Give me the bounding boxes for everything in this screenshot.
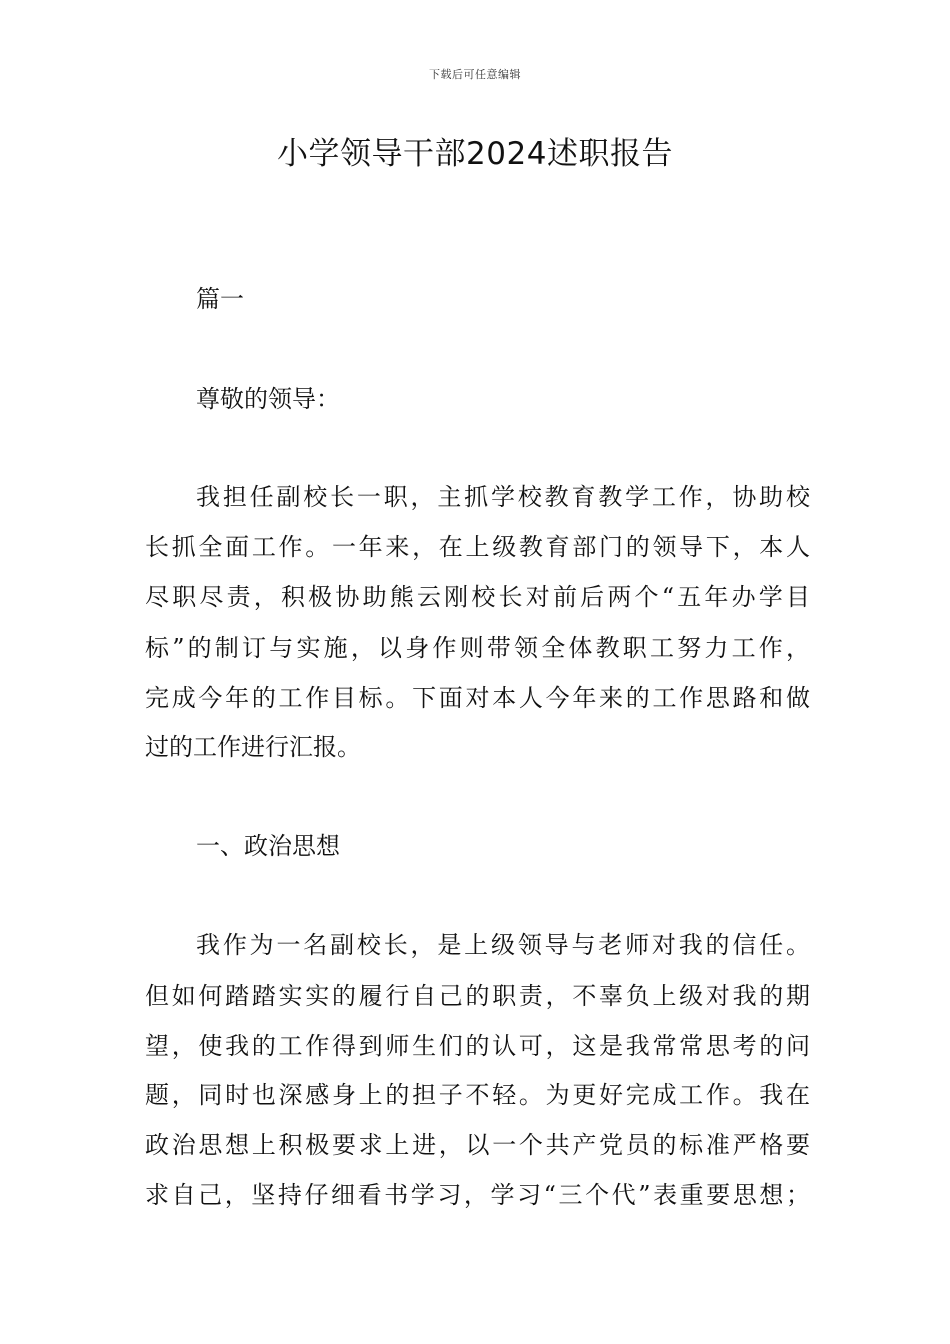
document-title: 小学领导干部2024述职报告	[277, 136, 673, 172]
paragraph-line: 我担任副校长一职，主抓学校教育教学工作，协助校	[196, 483, 810, 511]
salutation: 尊敬的领导：	[196, 385, 340, 413]
paragraph-line: 政治思想上积极要求上进，以一个共产党员的标准严格要	[145, 1131, 810, 1159]
paragraph-line: 长抓全面工作。一年来，在上级教育部门的领导下，本人	[145, 533, 810, 561]
paragraph-line: 尽职尽责，积极协助熊云刚校长对前后两个“五年办学目	[145, 583, 810, 611]
paragraph-line: 过的工作进行汇报。	[145, 733, 361, 761]
paragraph-line: 望，使我的工作得到师生们的认可，这是我常常思考的问	[145, 1032, 810, 1060]
paragraph-line: 题，同时也深感身上的担子不轻。为更好完成工作。我在	[145, 1081, 810, 1109]
paragraph-line: 求自己，坚持仔细看书学习，学习“三个代”表重要思想；	[145, 1181, 810, 1209]
section-label: 篇一	[196, 285, 244, 313]
paragraph-line: 但如何踏踏实实的履行自己的职责，不辜负上级对我的期	[145, 982, 810, 1010]
paragraph-line: 我作为一名副校长，是上级领导与老师对我的信任。	[196, 931, 810, 959]
section-heading: 一、政治思想	[196, 832, 340, 860]
paragraph-line: 完成今年的工作目标。下面对本人今年来的工作思路和做	[145, 684, 810, 712]
paragraph-line: 标”的制订与实施，以身作则带领全体教职工努力工作，	[145, 634, 810, 662]
header-note: 下载后可任意编辑	[429, 68, 521, 81]
